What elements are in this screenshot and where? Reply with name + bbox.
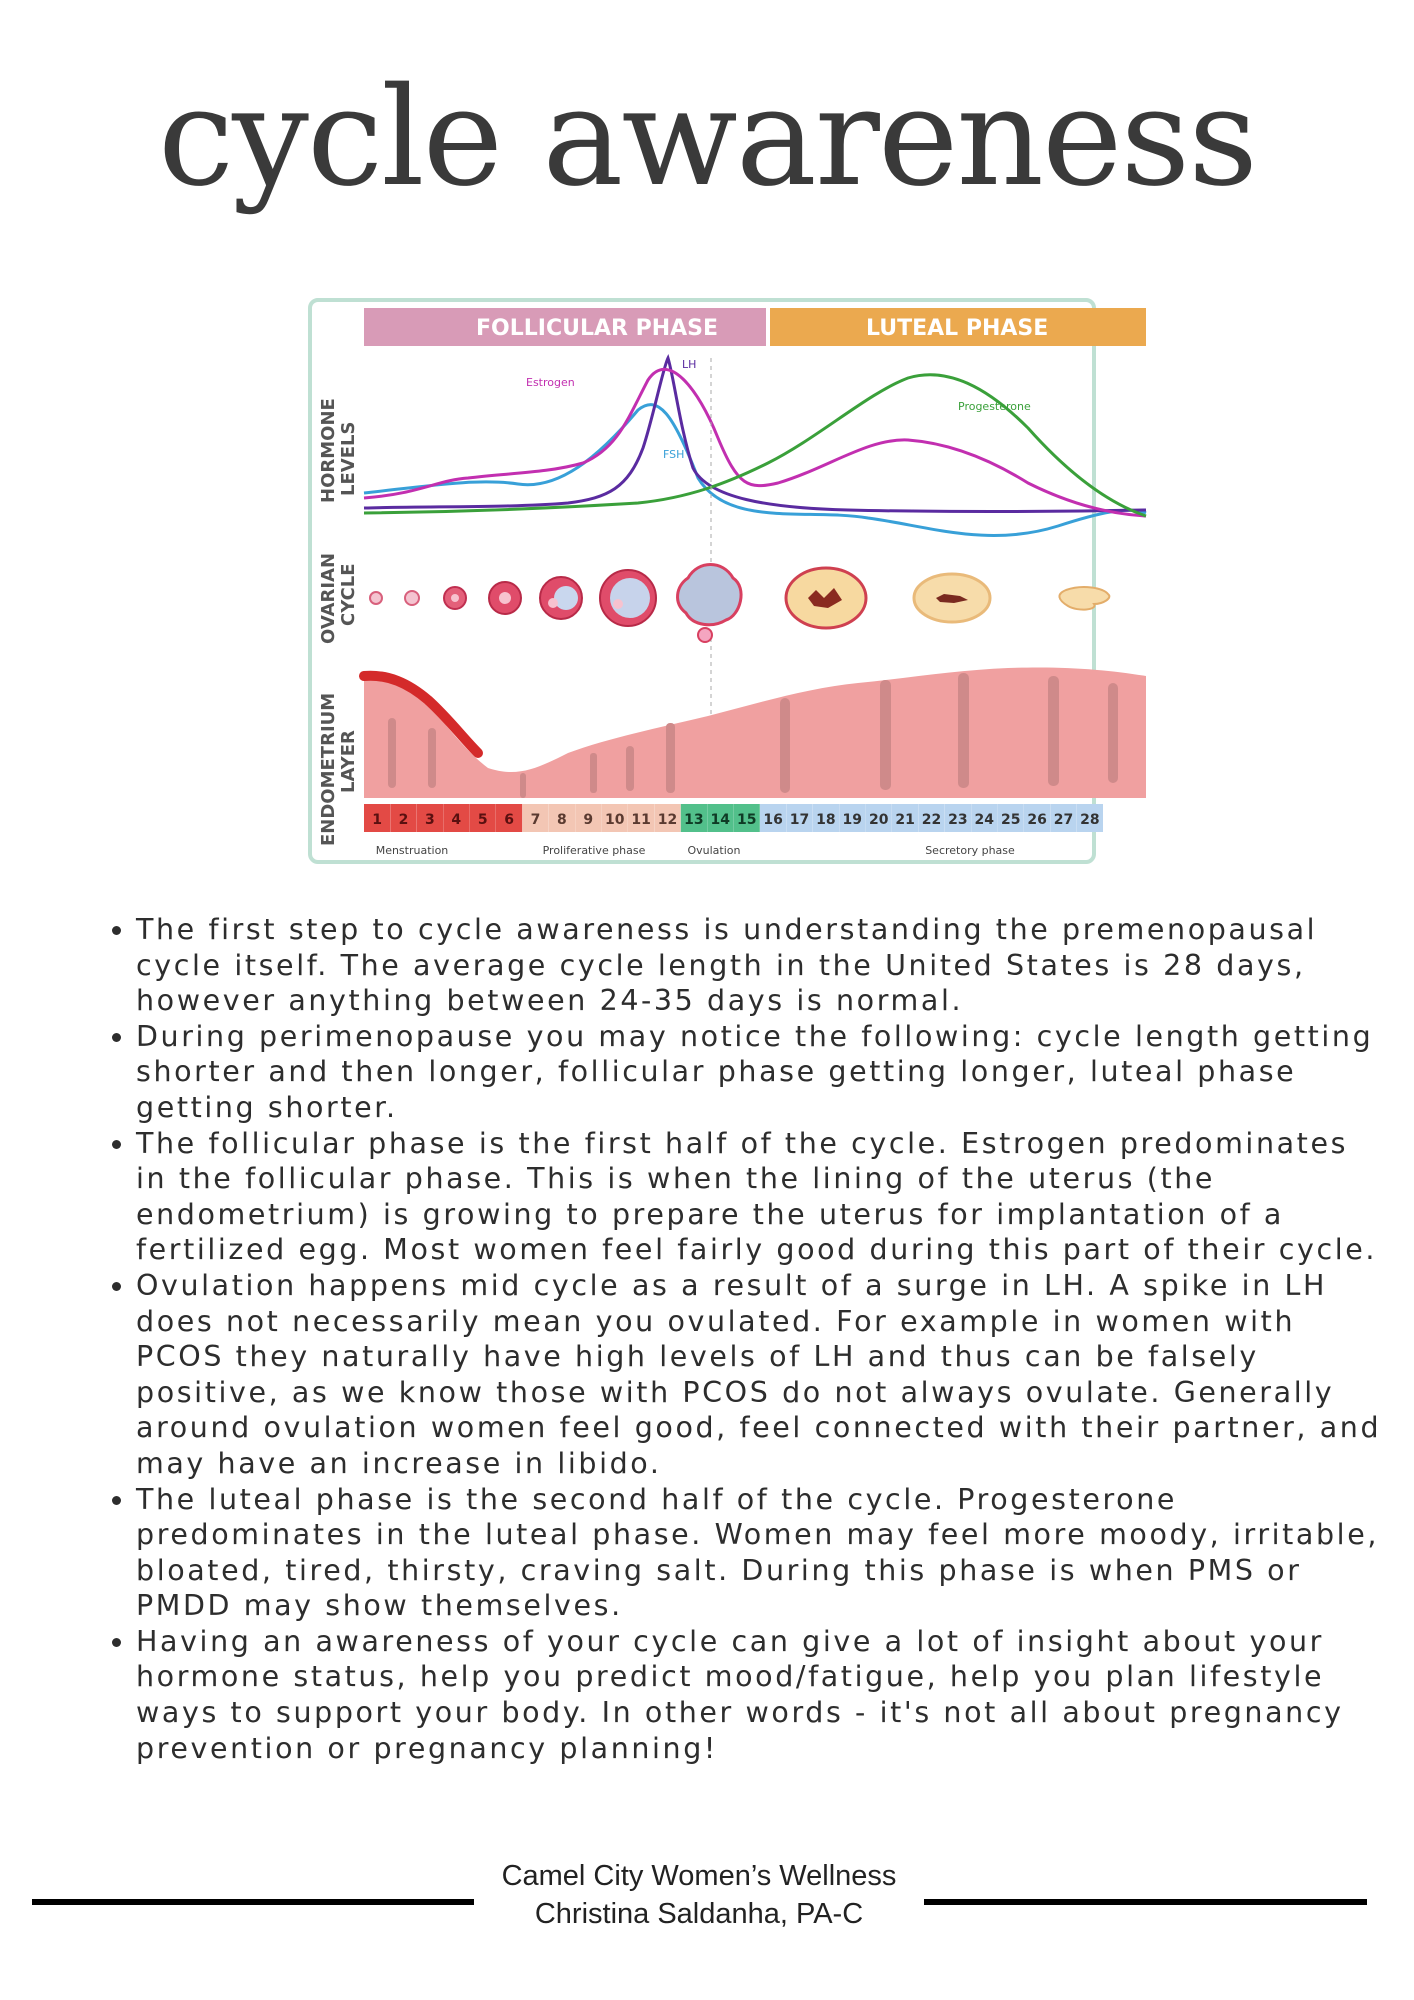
day-number-2: 2: [398, 812, 409, 828]
day-number-20: 20: [868, 812, 889, 828]
day-number-17: 17: [789, 812, 810, 828]
footer-divider-left: [32, 1899, 474, 1905]
day-group-label: Ovulation: [687, 844, 741, 857]
bullet-item: • Ovulation happens mid cycle as a result of a surge in LH. A spike in LH does not necessarily mean you ovulated. For example in women with PCOS they naturally have high levels of LH and thus can be falsely positive, as we know those with PCOS do not always ovulate. Generally around ovulation women feel good, feel connected with their partner, and may have an increase in libido.: [136, 1268, 1386, 1482]
day-number-5: 5: [477, 812, 488, 828]
day-number-1: 1: [372, 812, 382, 828]
day-number-14: 14: [710, 812, 731, 828]
footer-author: Christina Saldanha, PA-C: [534, 1898, 864, 1930]
progesterone-label: Progesterone: [958, 400, 1031, 413]
footer-organization: Camel City Women’s Wellness: [501, 1860, 897, 1892]
day-number-24: 24: [974, 812, 995, 828]
estrogen-label: Estrogen: [526, 376, 575, 389]
day-number-11: 11: [631, 812, 651, 828]
ovarian-cycle-label-line1: OVARIAN: [318, 552, 339, 644]
lh-label: LH: [682, 358, 697, 371]
day-number-16: 16: [763, 812, 783, 828]
day-number-3: 3: [425, 812, 435, 828]
bullet-item: • Having an awareness of your cycle can give a lot of insight about your hormone status, help you predict mood/fatigue, help you plan lifestyle ways to support your body. In other words - it's not all about pregnancy prevention or pregnancy planning!: [136, 1624, 1386, 1766]
endometrium-layer-label-line2: LAYER: [338, 730, 359, 793]
day-number-12: 12: [657, 812, 678, 828]
luteal-phase-label: LUTEAL PHASE: [866, 316, 1049, 341]
bullet-item: • The follicular phase is the first half of the cycle. Estrogen predominates in the follicular phase. This is when the lining of the uterus (the endometrium) is growing to prepare the uterus for implantation of a fertilized egg. Most women feel fairly good during this part of their cycle.: [136, 1126, 1386, 1268]
day-number-26: 26: [1027, 812, 1047, 828]
bullet-list: [100, 912, 1386, 1766]
day-number-23: 23: [948, 812, 968, 828]
cycle-diagram: [308, 298, 1100, 864]
hormone-levels-label-line2: LEVELS: [338, 421, 359, 496]
day-group-label: Secretory phase: [925, 844, 1015, 857]
day-number-7: 7: [530, 812, 541, 828]
day-number-4: 4: [451, 812, 462, 828]
day-group-label: Menstruation: [375, 844, 449, 857]
day-number-21: 21: [895, 812, 915, 828]
fsh-label: FSH: [663, 448, 685, 461]
day-number-15: 15: [736, 812, 757, 828]
bullet-item: • During perimenopause you may notice the following: cycle length getting shorter and then longer, follicular phase getting longer, luteal phase getting shorter.: [136, 1019, 1386, 1126]
ovarian-cycle-label-line2: CYCLE: [338, 563, 359, 626]
page-title: cycle awareness: [157, 59, 1257, 217]
endometrium-layer-label-line1: ENDOMETRIUM: [318, 692, 339, 846]
day-number-13: 13: [684, 812, 704, 828]
bullet-item: • The luteal phase is the second half of the cycle. Progesterone predominates in the luteal phase. Women may feel more moody, irritable, bloated, tired, thirsty, craving salt. During this phase is when PMS or PMDD may show themselves.: [136, 1482, 1386, 1624]
footer-divider-right: [924, 1899, 1367, 1905]
day-number-6: 6: [504, 812, 514, 828]
day-number-25: 25: [1000, 812, 1021, 828]
day-number-8: 8: [557, 812, 567, 828]
day-group-label: Proliferative phase: [542, 844, 646, 857]
day-number-9: 9: [583, 812, 594, 828]
day-number-27: 27: [1053, 812, 1074, 828]
day-number-28: 28: [1080, 812, 1100, 828]
day-number-10: 10: [604, 812, 625, 828]
follicular-phase-label: FOLLICULAR PHASE: [476, 316, 719, 341]
day-number-18: 18: [816, 812, 836, 828]
hormone-levels-label-line1: HORMONE: [318, 398, 339, 503]
day-number-22: 22: [921, 812, 942, 828]
bullet-item: • The first step to cycle awareness is understanding the premenopausal cycle itself. The average cycle length in the United States is 28 days, however anything between 24-35 days is normal.: [136, 912, 1386, 1019]
day-number-19: 19: [842, 812, 863, 828]
